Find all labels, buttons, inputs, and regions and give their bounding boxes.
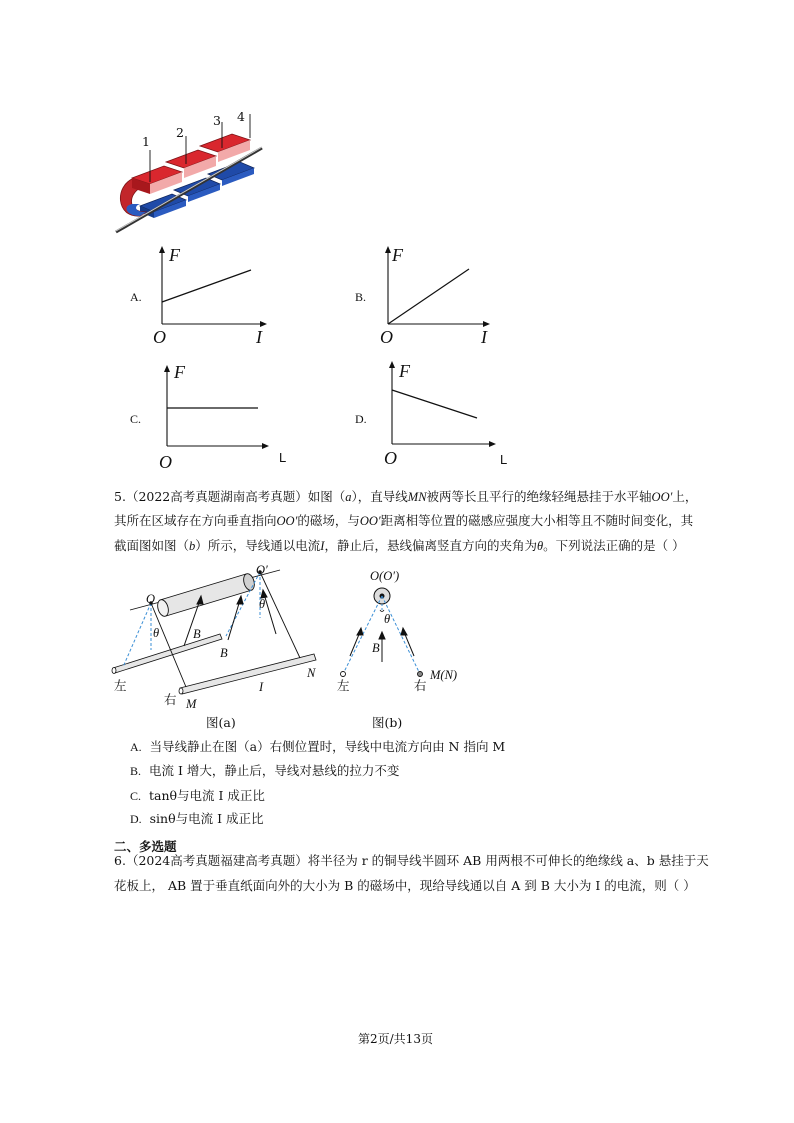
horseshoe-magnet-figure xyxy=(110,108,275,236)
graph-b-line xyxy=(388,269,469,324)
graph-d-ylabel: F xyxy=(399,361,410,381)
graph-c-xlabel: L xyxy=(279,450,287,465)
fig-a-caption: 图(a) xyxy=(206,715,236,730)
question6-number: 6. xyxy=(114,853,126,868)
q5-l3-a: 截面图如图（ xyxy=(114,538,190,553)
fig-a-label-right: 右 xyxy=(164,692,177,707)
q5-l1-c: 被两等长且平行的绝缘轻绳悬挂于水平轴 xyxy=(426,489,652,504)
graph-a-line xyxy=(162,270,251,302)
magnet-label-1: 1 xyxy=(142,134,150,149)
magnet-label-2: 2 xyxy=(176,125,184,140)
fig-b-label-right: 右 xyxy=(414,678,427,693)
graph-d-line xyxy=(392,390,477,418)
q5-l3-i: I xyxy=(320,539,325,553)
fig-b-label-B: B xyxy=(372,641,380,655)
q5-option-d-text: sinθ与电流 I 成正比 xyxy=(149,811,264,826)
graph-d-letter: D. xyxy=(355,412,367,426)
figure-a-left-rod xyxy=(113,634,222,673)
fig-a-label-B2: B xyxy=(220,646,228,660)
fig-b-caption: 图(b) xyxy=(372,715,403,730)
q5-option-c-text: tanθ与电流 I 成正比 xyxy=(148,788,265,803)
question6-line1 xyxy=(114,855,709,868)
section-title: 二、多选题 xyxy=(114,839,177,854)
question5-number: 5. xyxy=(114,489,126,504)
q5-option-d xyxy=(130,813,264,826)
question6-source: （2024高考真题福建高考真题） xyxy=(125,853,308,868)
graph-d-xlabel: L xyxy=(500,452,508,467)
fig-a-label-O-prime: O′ xyxy=(256,563,268,577)
q5-l1-oo: OO′ xyxy=(651,490,673,504)
figure-b-field-arrows xyxy=(350,628,414,662)
graph-b-ylabel: F xyxy=(392,245,403,265)
graph-a-ylabel: F xyxy=(169,245,180,265)
q5-option-d-letter: D. xyxy=(130,812,142,826)
question5-line1 xyxy=(114,491,697,504)
fig-a-label-I: I xyxy=(259,680,264,694)
q5-l3-e: 。下列说法正确的是（ ） xyxy=(543,538,685,553)
q5-option-a-text: 当导线静止在图（a）右侧位置时，导线中电流方向由 N 指向 M xyxy=(149,739,506,754)
q5-l1-ait: a xyxy=(345,490,352,504)
question5-line3 xyxy=(114,540,685,553)
question5-source: （2022高考真题湖南高考真题） xyxy=(125,489,308,504)
graph-b-origin: O xyxy=(380,327,393,347)
fig-a-label-M: M xyxy=(186,697,197,711)
q5-option-a xyxy=(130,741,505,754)
fig-a-label-B1: B xyxy=(193,627,201,641)
q5-l1-a: 如图（ xyxy=(307,489,346,504)
graph-c-ylabel: F xyxy=(174,362,185,382)
q5-l3-bit: b xyxy=(189,539,196,553)
q5-l1-mn: MN xyxy=(407,490,427,504)
fig-b-label-theta: θ xyxy=(384,612,391,626)
graph-b-letter: B. xyxy=(355,290,367,304)
q5-option-a-letter: A. xyxy=(130,740,142,754)
q5-option-b xyxy=(130,765,399,778)
figure-a-right-rod xyxy=(180,654,316,694)
fig-a-label-N: N xyxy=(307,666,316,680)
fig-a-label-left: 左 xyxy=(114,678,127,693)
fig-b-label-left: 左 xyxy=(337,678,350,693)
question6-line1-text: 将半径为 r 的铜导线半圆环 AB 用两根不可伸长的绝缘线 a、b 悬挂于天 xyxy=(307,853,709,868)
fig-a-label-theta1: θ xyxy=(153,626,160,640)
graph-d-origin: O xyxy=(384,448,397,468)
q5-option-b-text: 电流 I 增大，静止后，导线对悬线的拉力不变 xyxy=(148,763,400,778)
fig-a-label-theta2: θ xyxy=(259,597,266,611)
q5-l3-c: ）所示，导线通以电流 xyxy=(195,538,321,553)
q5-option-b-letter: B. xyxy=(130,764,142,778)
graph-c-origin: O xyxy=(159,452,172,472)
q5-l2-a: 其所在区域存在方向垂直指向 xyxy=(114,513,277,528)
question5-line2 xyxy=(114,515,693,528)
q5-l3-d: ，静止后，悬线偏离竖直方向的夹角为 xyxy=(324,538,537,553)
magnet-label-3: 3 xyxy=(213,113,221,128)
fig-b-label-MN: M(N) xyxy=(430,668,458,682)
fig-a-label-O: O xyxy=(146,592,156,606)
graph-c-letter: C. xyxy=(130,412,142,426)
q5-option-c-letter: C. xyxy=(130,789,142,803)
fig-b-label-top: O(O′) xyxy=(370,569,400,583)
q5-l1-d: 上， xyxy=(672,489,698,504)
graph-b-xlabel: I xyxy=(481,327,487,347)
q5-l2-oo2: OO′ xyxy=(359,514,381,528)
figure-a xyxy=(108,560,328,710)
q5-l1-b: ），直导线 xyxy=(351,489,408,504)
magnet-label-4: 4 xyxy=(237,109,245,124)
graph-a-letter: A. xyxy=(130,290,142,304)
graph-a-xlabel: I xyxy=(256,327,262,347)
figure-b-right-wire xyxy=(418,672,423,677)
q5-l2-c: 距离相等位置的磁感应强度大小相等且不随时间变化，其 xyxy=(380,513,694,528)
q5-l3-theta: θ xyxy=(536,539,544,553)
figure-b-left-wire xyxy=(341,672,346,677)
question6-line2: 花板上， AB 置于垂直纸面向外的大小为 B 的磁场中，现给导线通以自 A 到 B 大小为 I 的电流，则（ ） xyxy=(114,878,696,893)
q5-l2-b: 的磁场，与 xyxy=(297,513,360,528)
q5-l2-oo: OO′ xyxy=(276,514,298,528)
page-footer: 第2页/共13页 xyxy=(358,1032,433,1046)
graph-a-origin: O xyxy=(153,327,166,347)
q5-option-c xyxy=(130,790,265,803)
